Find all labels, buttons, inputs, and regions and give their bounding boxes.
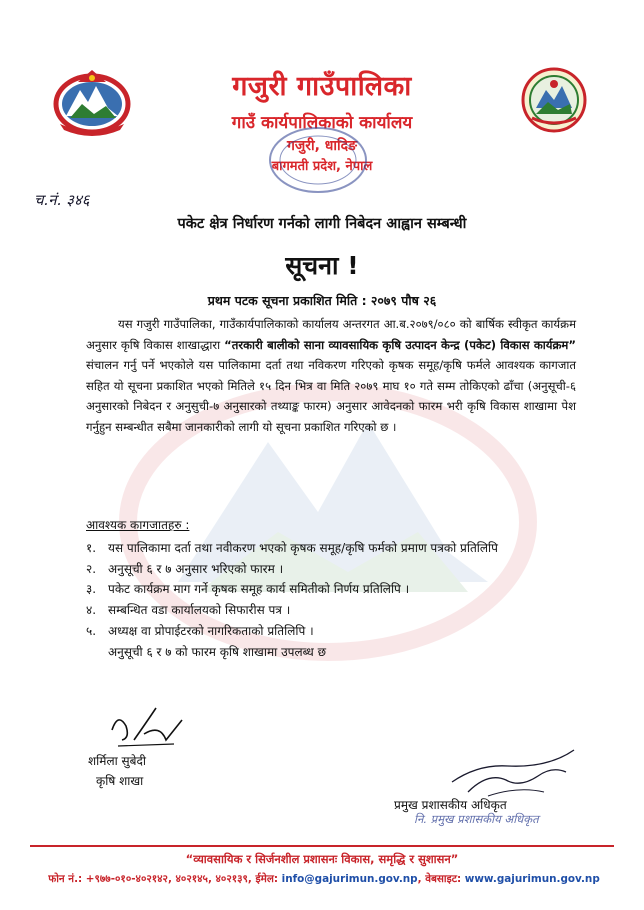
list-item xyxy=(86,600,566,621)
notice-heading: सूचना ! xyxy=(285,251,359,280)
email-link[interactable]: info@gajurimun.gov.np xyxy=(281,873,418,885)
list-item xyxy=(86,621,566,642)
phone-label: फोन नं.: xyxy=(48,873,86,885)
signature-left-icon xyxy=(104,700,194,752)
list-item xyxy=(86,579,566,600)
program-name: “तरकारी बालीको साना व्यावसायिक कृषि उत्पादन केन्द्र (पकेट) विकास कार्यक्रम” xyxy=(224,337,576,352)
list-item-text: अनुसूची ६ र ७ अनुसार भरिएको फारम । xyxy=(108,561,284,576)
signatory-right-stamp: नि. प्रमुख प्रशासकीय अधिकृत xyxy=(414,812,539,826)
office-subtitle: गाउँ कार्यपालिकाको कार्यालय xyxy=(231,113,413,133)
office-place: गजुरी, धादिङ xyxy=(286,138,358,154)
office-title: गजुरी गाउँपालिका xyxy=(232,71,412,102)
footer-divider xyxy=(30,845,614,847)
list-item-text: सम्बन्धित वडा कार्यालयको सिफारीस पत्र । xyxy=(108,603,291,618)
list-item xyxy=(86,559,566,580)
municipality-seal-icon xyxy=(518,66,590,134)
website-label: , वेबसाइट: xyxy=(417,873,465,885)
footer-motto: “व्यावसायिक र सिर्जनशील प्रशासनः विकास, समृद्धि र सुशासन” xyxy=(185,852,459,866)
documents-heading: आवश्यक कागजातहरु : xyxy=(86,518,190,532)
documents-note: अनुसूची ६ र ७ को फारम कृषि शाखामा उपलब्ध छ xyxy=(108,644,326,659)
signatory-right-title: प्रमुख प्रशासकीय अधिकृत xyxy=(394,798,507,812)
body-text-end: संचालन गर्नु पर्ने भएकोले यस पालिकामा दर्ता तथा नविकरण गरिएको कृषक समूह/कृषि फर्मले आवश्यक कागजात सहित यो सूचना प्रकाशित भएको मितिले १५ दिन भित्र वा मिति २०७९ माघ १० गते सम्म तोकिएको ढाँचा (अनुसूची-६ अनुसारको निबेदन र अनुसुची-७ अनुसारको तथ्याङ्क फारम) अनुसार आवेदनको फारम भरी कृषि विकास शाखामा पेश गर्नुहुन सम्बन्धीत सबैमा जानकारीको लागी यो सूचना प्रकाशित गरिएको छ । xyxy=(86,358,576,434)
list-item-number: ४. xyxy=(86,603,97,618)
list-item xyxy=(86,538,566,559)
signatory-left-office: कृषि शाखा xyxy=(96,774,144,788)
office-stamp-icon xyxy=(266,124,370,196)
office-province: बागमती प्रदेश, नेपाल xyxy=(271,159,373,174)
email-label: ईमेल: xyxy=(251,873,282,885)
phone-numbers: +९७७-०१०-४०२१४२, ४०२१४५, ४०२१३९, xyxy=(85,873,252,885)
body-text-start: यस गजुरी गाउँपालिका, गाउँकार्यपालिकाको कार्यालय अन्तरगत आ.ब.२०७९/०८० को बार्षिक स्वीकृत कार्यक्रम अनुसार कृषि विकास शाखाद्धारा xyxy=(86,317,576,352)
nepal-emblem-icon xyxy=(50,64,134,136)
signature-right-icon xyxy=(448,742,578,804)
list-item-text: यस पालिकामा दर्ता तथा नवीकरण भएको कृषक समूह/कृषि फर्मको प्रमाण पत्रको प्रतिलिपि xyxy=(108,541,498,555)
list-item-text: अध्यक्ष वा प्रोपाईटरको नागरिकताको प्रतिलिपि । xyxy=(108,623,314,638)
notice-subject: पकेट क्षेत्र निर्धारण गर्नको लागी निबेदन आह्वान सम्बन्धी xyxy=(177,216,467,232)
list-item-number: १. xyxy=(86,541,97,555)
reference-number: च.नं. ३४६ xyxy=(34,191,90,209)
website-link[interactable]: www.gajurimun.gov.np xyxy=(464,873,600,885)
list-item-text: पकेट कार्यक्रम माग गर्ने कृषक समूह कार्य समितीको निर्णय प्रतिलिपि । xyxy=(108,582,410,597)
notice-body xyxy=(86,314,576,438)
documents-list xyxy=(86,538,566,662)
signatory-left-name: शर्मिला सुबेदी xyxy=(88,754,146,768)
list-item-number: २. xyxy=(86,561,97,576)
publish-date-line: प्रथम पटक सूचना प्रकाशित मिति : २०७९ पौष २६ xyxy=(207,293,437,308)
list-item-number: ५. xyxy=(86,623,97,638)
footer-contact xyxy=(14,872,634,886)
list-item-number: ३. xyxy=(86,582,97,597)
